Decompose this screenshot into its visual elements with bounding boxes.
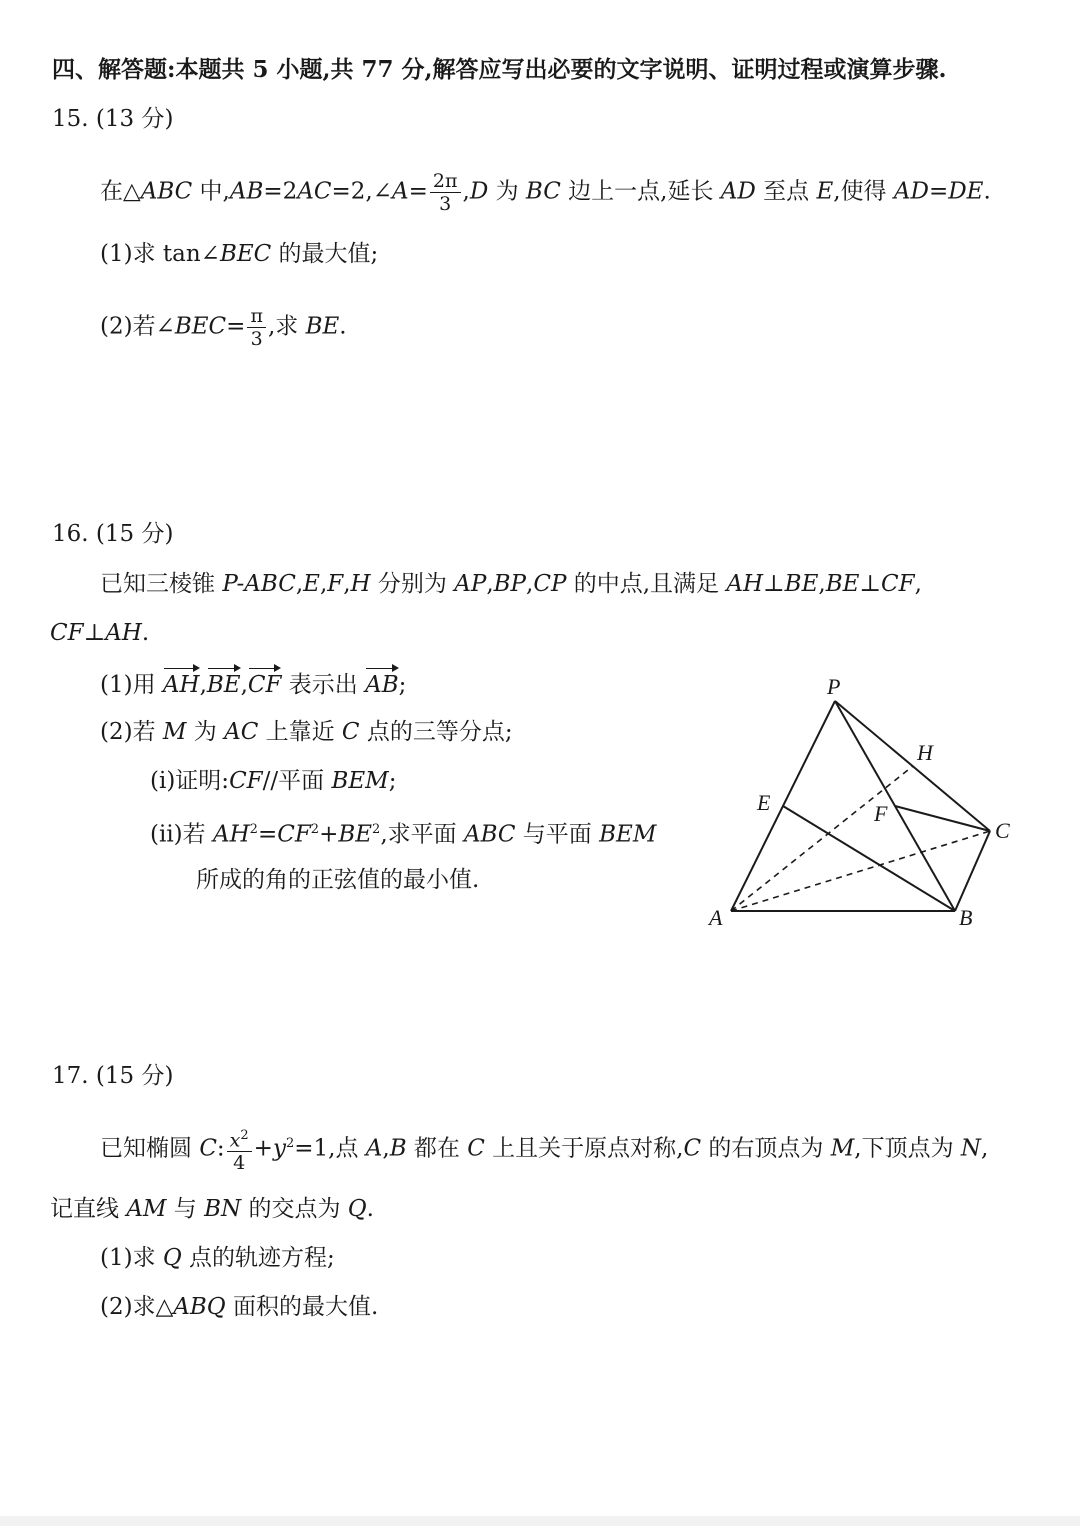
q17-var: y: [272, 1135, 286, 1162]
q15-part2-fraction: [247, 305, 266, 350]
q17-superscript: 2: [240, 1128, 249, 1143]
q16-text: ;: [398, 672, 407, 698]
q16-var: E: [303, 571, 320, 597]
q15-text: (2)若∠: [100, 313, 175, 340]
q17-var: ABQ: [173, 1294, 226, 1320]
q15-text: =: [226, 313, 246, 340]
q16-text: (ⅱ)若: [150, 821, 213, 848]
q16-var: CF: [229, 768, 263, 794]
q16-part2-ii-cont: 所成的角的正弦值的最小值.: [196, 867, 480, 893]
q17-part1: [100, 1242, 335, 1274]
q17-text: 与: [166, 1196, 205, 1222]
q15-var: A: [392, 178, 409, 205]
q16-var: AH: [105, 620, 142, 646]
q16-stem-line2: [50, 617, 149, 649]
q15-text: =2: [263, 178, 298, 205]
q16-text: (2)若: [100, 719, 163, 745]
q17-var: Q: [162, 1245, 182, 1271]
q16-var: CP: [533, 571, 567, 597]
q17-text: ,: [382, 1135, 390, 1162]
q17-var: B: [389, 1135, 407, 1162]
q16-var: P-ABC: [222, 571, 296, 597]
q16-text: =: [257, 821, 278, 848]
q16-var: AH: [212, 821, 250, 848]
q17-text: :: [216, 1135, 225, 1162]
q17-var: Q: [347, 1196, 367, 1222]
q16-var: M: [162, 719, 187, 745]
q17-text: .: [366, 1196, 374, 1222]
q16-var: CF: [50, 620, 84, 646]
q16-var: BE: [338, 821, 373, 848]
q17-var: N: [960, 1135, 982, 1162]
q16-text: 已知三棱锥: [100, 571, 223, 597]
q15-var: AB: [229, 178, 264, 205]
q17-text: (2)求△: [100, 1294, 174, 1320]
q16-var: BP: [493, 571, 527, 597]
q17-text: 点的轨迹方程;: [181, 1245, 335, 1271]
q16-var: AP: [454, 571, 487, 597]
section-header: 四、解答题:本题共 5 小题,共 77 分,解答应写出必要的文字说明、证明过程或演算步骤.: [52, 56, 947, 83]
q16-text: ,: [486, 571, 494, 597]
q16-part2: [100, 716, 513, 748]
q15-var: BE: [305, 313, 340, 340]
q15-text: 至点: [755, 178, 817, 205]
q15-var: BC: [525, 178, 561, 205]
q16-var: F: [327, 571, 344, 597]
q17-text: (1)求: [100, 1245, 163, 1271]
q15-text: =: [928, 178, 949, 205]
q17-var: C: [199, 1135, 217, 1162]
fraction-numerator: [227, 1125, 252, 1152]
fraction-denominator: 4: [233, 1152, 246, 1175]
q15-text: .: [983, 178, 991, 205]
edge-bc: [955, 831, 990, 911]
q15-var: AC: [297, 178, 332, 205]
q16-var: CF: [881, 571, 915, 597]
q16-var: BEM: [331, 768, 389, 794]
q16-text: (1)用: [100, 672, 163, 698]
q15-var: BEC: [219, 241, 272, 267]
q16-var: AH: [726, 571, 764, 597]
q16-part2-i: [150, 765, 396, 797]
q15-var: DE: [948, 178, 984, 205]
q15-var: AD: [893, 178, 929, 205]
segment-be: [783, 806, 955, 911]
q15-var: ABC: [140, 178, 193, 205]
q17-text: 面积的最大值.: [225, 1294, 379, 1320]
label-f: F: [874, 801, 888, 826]
q16-part1: [100, 665, 406, 701]
q15-var: AD: [720, 178, 756, 205]
label-h: H: [917, 740, 933, 765]
q16-text: (ⅰ)证明:: [150, 768, 230, 794]
q15-text: 在△: [100, 178, 141, 205]
q16-text: ⊥: [859, 571, 882, 597]
q15-part2: [100, 305, 347, 350]
q16-text: 的中点,且满足: [566, 571, 727, 597]
q17-stem-line1: [100, 1125, 988, 1174]
q15-text: 的最大值;: [271, 241, 379, 267]
q17-text: =1,点: [294, 1135, 366, 1162]
q16-text: ,: [526, 571, 534, 597]
q15-text: ,: [462, 178, 470, 205]
q16-text: .: [141, 620, 150, 646]
q17-text: 已知椭圆: [100, 1135, 200, 1162]
q16-text: ,: [199, 672, 207, 698]
q16-text: +: [319, 821, 339, 848]
q15-var: BEC: [174, 313, 227, 340]
q16-text: 与平面: [515, 821, 600, 848]
page-bottom-edge: [0, 1516, 1080, 1526]
q16-text: ;: [388, 768, 397, 794]
q17-var: BN: [204, 1196, 242, 1222]
q15-number: 15. (13 分): [52, 106, 174, 132]
q15-angle-fraction: [430, 170, 461, 215]
q16-text: ,: [818, 571, 826, 597]
q16-stem-line1: [100, 568, 922, 600]
vector-ah: AH: [163, 665, 200, 701]
q17-text: 上且关于原点对称,: [484, 1135, 684, 1162]
label-e: E: [757, 790, 771, 815]
q16-text: 为: [186, 719, 225, 745]
q16-superscript: 2: [372, 822, 381, 837]
vector-be: BE: [207, 665, 241, 701]
q17-stem-line2: [50, 1193, 374, 1225]
q17-text: 的交点为: [241, 1196, 348, 1222]
q17-text: 的右顶点为: [701, 1135, 831, 1162]
q15-text: 边上一点,延长: [560, 178, 721, 205]
q16-var: C: [341, 719, 360, 745]
q16-part2-ii: [150, 814, 656, 851]
q16-text: 分别为: [370, 571, 455, 597]
label-b: B: [959, 905, 973, 930]
q16-text: 上靠近: [258, 719, 342, 745]
q16-text: 表示出: [281, 672, 366, 698]
q16-text: ⊥: [763, 571, 785, 597]
q16-text: ,: [914, 571, 922, 597]
q16-text: ,求平面: [380, 821, 464, 848]
fraction-denominator: 3: [439, 193, 452, 215]
q16-text: 点的三等分点;: [359, 719, 513, 745]
q16-text: ,: [343, 571, 351, 597]
vector-cf: CF: [248, 665, 282, 701]
q16-var: BE: [784, 571, 819, 597]
q17-var: C: [683, 1135, 702, 1162]
fraction-numerator: π: [247, 305, 266, 328]
q17-var: x: [229, 1129, 241, 1152]
label-c: C: [995, 818, 1010, 843]
q15-var: D: [469, 178, 489, 205]
q16-var: CF: [277, 821, 311, 848]
q17-superscript: 2: [285, 1136, 295, 1152]
q17-text: 记直线: [50, 1196, 127, 1222]
vector-ab: AB: [365, 665, 399, 701]
q17-var: AM: [126, 1196, 167, 1222]
q15-stem: [100, 170, 991, 215]
q17-ellipse-fraction: [227, 1125, 252, 1174]
q15-text: .: [339, 313, 347, 340]
q16-superscript: 2: [249, 822, 258, 837]
tetrahedron-figure: [700, 668, 1030, 933]
q17-var: C: [467, 1135, 485, 1162]
q17-text: ,: [981, 1135, 989, 1162]
q15-var: E: [816, 178, 834, 205]
q16-text: ,: [295, 571, 304, 597]
q15-text: =2,∠: [331, 178, 393, 205]
q15-text: ,求: [267, 313, 306, 340]
q16-text: ,: [319, 571, 328, 597]
q17-number: 17. (15 分): [52, 1063, 174, 1089]
q16-var: BEM: [599, 821, 657, 848]
q16-var: H: [350, 571, 371, 597]
q16-var: AC: [224, 719, 259, 745]
q15-text: ,使得: [833, 178, 894, 205]
q15-text: (1)求 tan∠: [100, 241, 220, 267]
q15-text: =: [408, 178, 428, 205]
q17-text: ,下顶点为: [854, 1135, 961, 1162]
q17-var: M: [830, 1135, 855, 1162]
fraction-denominator: 3: [250, 328, 263, 350]
label-p: P: [827, 674, 841, 699]
q15-text: 中,: [192, 178, 230, 205]
q16-text: ,: [240, 672, 248, 698]
q15-text: 为: [488, 178, 526, 205]
q17-text: 都在: [406, 1135, 468, 1162]
q17-var: A: [365, 1135, 383, 1162]
q16-text: ⊥: [83, 620, 106, 646]
q16-var: ABC: [463, 821, 516, 848]
q15-part1: [100, 238, 378, 270]
q17-text: +: [253, 1135, 273, 1162]
edge-ac-hidden: [731, 831, 990, 911]
q16-superscript: 2: [310, 822, 320, 837]
label-a: A: [709, 905, 723, 930]
fraction-numerator: 2π: [430, 170, 461, 193]
q16-var: BE: [825, 571, 860, 597]
q16-text: //平面: [262, 768, 332, 794]
q17-part2: [100, 1291, 378, 1323]
q16-number: 16. (15 分): [52, 521, 174, 547]
